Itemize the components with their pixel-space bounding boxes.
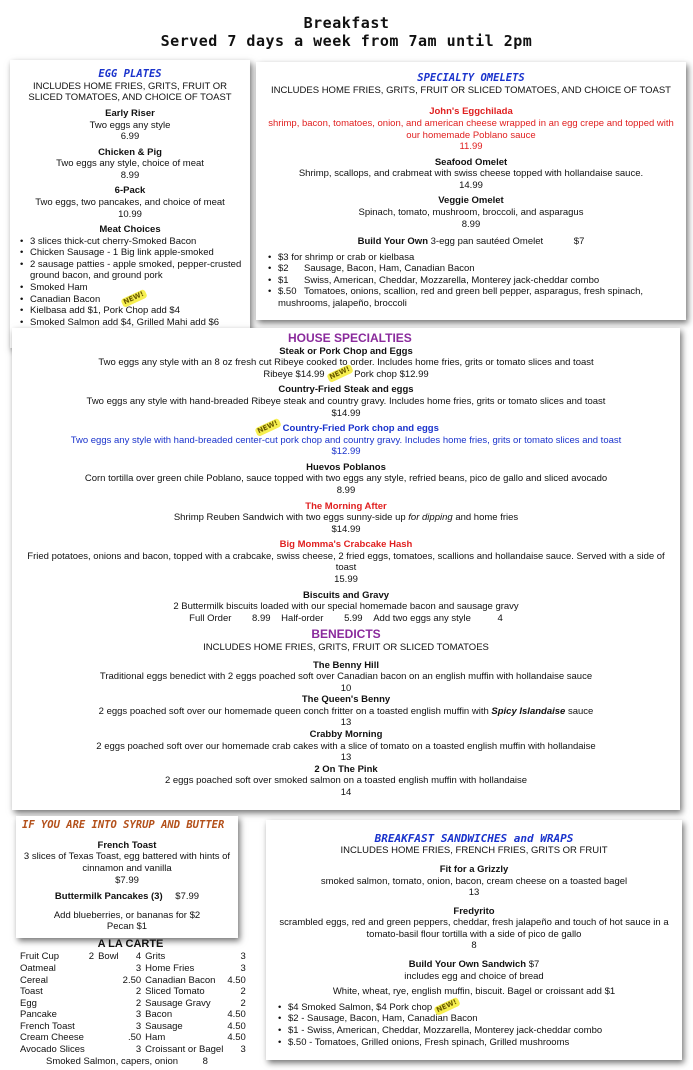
pancakes-addon: Add blueberries, or bananas for $2 [53, 909, 201, 921]
alacarte-item-name: Cereal [20, 974, 48, 986]
menu-item-price: 11.99 [459, 141, 483, 153]
list-item [276, 997, 672, 1014]
menu-item-desc: 2 eggs poached soft over our homemade crab cakes with a slice of tomato on a toasted english muffin with hollandaise [96, 740, 596, 752]
menu-item-price: 15.99 [334, 574, 358, 586]
desc-part: Shrimp Reuben Sandwich with two eggs sunny-side up [173, 512, 406, 524]
menu-item-price: 6.99 [120, 131, 140, 143]
menu-item-price: 8 [471, 940, 477, 952]
egg-plates-panel [10, 60, 250, 348]
menu-item-desc: Traditional eggs benedict with 2 eggs poached soft over Canadian bacon on an english muffin with hollandaise sauce [99, 671, 593, 683]
alacarte-row [18, 1021, 248, 1033]
alacarte-item-name: Avocado Slices [20, 1044, 85, 1056]
addon-price: $3 for shrimp or crab or kielbasa [278, 251, 415, 263]
alacarte-item-name: Grits [145, 951, 166, 963]
menu-item-price: 10 [340, 682, 352, 694]
ribeye-price: Ribeye $14.99 [263, 368, 325, 380]
biscuits-options [24, 613, 668, 625]
pork-chop-price: Pork chop $12.99 [354, 368, 429, 380]
alacarte-item-price: 3 [240, 951, 246, 963]
alacarte-item-price: 3 [240, 1044, 246, 1056]
alacarte-item-qty [87, 1044, 96, 1056]
alacarte-item-qty [87, 1009, 96, 1021]
omelets-panel [256, 62, 686, 320]
alacarte-item-qty-label [96, 975, 121, 987]
alacarte-item-price: 4 [135, 951, 142, 963]
menu-item-name: Crabby Morning [309, 729, 383, 741]
alacarte-item-qty-label [96, 963, 121, 975]
list-item [266, 275, 676, 287]
sandwich-addons-list [276, 997, 672, 1048]
alacarte-item-name: Ham [145, 1032, 166, 1044]
menu-item-price: 10.99 [118, 208, 142, 220]
menu-item-name: Veggie Omelet [438, 195, 504, 207]
alacarte-row [18, 986, 248, 998]
build-omelet-name: Build Your Own [357, 236, 428, 248]
menu-item-name: The Morning After [305, 500, 387, 512]
alacarte-row [18, 1044, 248, 1056]
list-item [266, 252, 676, 264]
alacarte-item-price: 3 [135, 1020, 142, 1032]
alacarte-item-price: 2 [135, 997, 142, 1009]
menu-item-desc: scrambled eggs, red and green peppers, cheddar, fresh jalapeño and touch of hot sauce in a tomato-basil flour tortilla with a side of pico de gallo [279, 917, 669, 940]
build-sandwich-line [276, 959, 672, 971]
alacarte-item-name: Sausage [145, 1020, 183, 1032]
alacarte-item-price: 2 [240, 997, 246, 1009]
alacarte-item-qty [87, 1021, 96, 1033]
list-item: • $.50 - Tomatoes, Grilled onions, Fresh spinach, Grilled mushrooms [276, 1037, 672, 1049]
alacarte-item-qty-label [96, 1032, 121, 1044]
omelets-includes: INCLUDES HOME FRIES, GRITS, FRUIT OR SLICED TOMATOES, AND CHOICE OF TOAST [271, 84, 671, 96]
new-badge: NEW! [120, 289, 147, 308]
list-item: • 3 slices thick-cut cherry-Smoked Bacon [18, 236, 242, 248]
menu-item-price: 8.99 [461, 218, 481, 230]
menu-item-desc: Two eggs, two pancakes, and choice of meat [35, 197, 225, 208]
alacarte-item-qty-label [96, 1021, 121, 1033]
menu-item-name: French Toast [97, 839, 157, 851]
menu-item-name: Steak or Pork Chop and Eggs [279, 345, 413, 357]
alacarte-row [18, 951, 248, 963]
alacarte-row [18, 963, 248, 975]
alacarte-row [18, 998, 248, 1010]
menu-item-name: 2 On The Pink [314, 763, 378, 775]
alacarte-item-price: 3 [135, 1009, 142, 1021]
alacarte-salmon [18, 1056, 243, 1068]
list-item: • 2 sausage patties - apple smoked, pepper-crusted ground bacon, and ground pork [18, 259, 242, 282]
alacarte-item-price: 4.50 [227, 974, 246, 986]
menu-item-name: Biscuits and Gravy [302, 589, 390, 601]
egg-plates-title: EGG PLATES [98, 68, 162, 80]
addon-price: $.50 [278, 286, 297, 298]
menu-item-price: $12.99 [331, 446, 361, 458]
meat-choices-title: Meat Choices [99, 224, 161, 236]
menu-item-name: Country-Fried Steak and eggs [278, 384, 414, 396]
menu-title: Breakfast [303, 14, 390, 32]
house-specialties-panel [12, 328, 680, 810]
list-item [18, 289, 242, 306]
list-item: • Smoked Salmon add $4, Grilled Mahi add $6 [18, 317, 242, 329]
menu-item-name: Buttermilk Pancakes (3) [54, 891, 163, 903]
alacarte-item-name: Fruit Cup [20, 951, 60, 963]
alacarte-item-qty [87, 986, 96, 998]
alacarte-item-qty [87, 998, 96, 1010]
addon-price: $2 [278, 263, 289, 275]
menu-item-price: $7.99 [175, 891, 200, 903]
alacarte-item-price: 2 [240, 986, 246, 998]
alacarte-item-name: Home Fries [145, 962, 195, 974]
alacarte-table [18, 951, 248, 1055]
menu-item-name: John's Eggchilada [429, 106, 513, 118]
build-sandwich-desc: includes egg and choice of bread [404, 970, 544, 982]
menu-item-desc [24, 512, 668, 524]
menu-item-name: Fredyrito [453, 905, 495, 917]
benedicts-title: BENEDICTS [311, 627, 381, 642]
syrup-butter-title: IF YOU ARE INTO SYRUP AND BUTTER [22, 819, 225, 831]
menu-subtitle: Served 7 days a week from 7am until 2pm [160, 32, 533, 51]
menu-item-desc [24, 706, 668, 718]
list-item: • Kielbasa add $1, Pork Chop add $4 [18, 305, 242, 317]
menu-item-desc: Two eggs any style [89, 119, 171, 131]
menu-item-price: 13 [468, 887, 480, 899]
desc-part: sauce [567, 705, 594, 717]
menu-item-name: Big Momma's Crabcake Hash [279, 539, 413, 551]
menu-item-price: 8.99 [120, 169, 140, 181]
alacarte-item-price: 4.50 [227, 1009, 246, 1021]
desc-part-italic: for dipping [408, 512, 453, 524]
menu-item-price: $14.99 [331, 523, 361, 535]
menu-item-price: 14.99 [459, 179, 483, 191]
alacarte-row [18, 975, 248, 987]
alacarte-item-name: Canadian Bacon [145, 974, 216, 986]
alacarte-item-name: Egg [20, 997, 37, 1009]
list-item: • Smoked Ham [18, 282, 242, 294]
alacarte-section [18, 938, 246, 1067]
alacarte-item-name: Bacon [145, 1009, 173, 1021]
egg-plates-includes: INCLUDES HOME FRIES, GRITS, FRUIT OR SLICED TOMATOES, AND CHOICE OF TOAST [28, 80, 232, 104]
addon-desc: Tomatoes, onions, scallion, red and green bell pepper, asparagus, fresh spinach, mushrooms, jalapeño, broccoli [278, 286, 644, 310]
menu-header [0, 14, 693, 51]
meat-choices-list [18, 236, 242, 329]
menu-item-desc: Fried potatoes, onions and bacon, topped with a crabcake, swiss cheese, 2 fried eggs, tomatoes, scallions and hollandaise sauce. Served with a side of toast [27, 550, 665, 574]
menu-item-name: The Benny Hill [313, 659, 379, 671]
list-item: • $1 - Swiss, American, Cheddar, Mozzarella, Monterey jack-cheddar combo [276, 1025, 672, 1037]
alacarte-salmon-name: Smoked Salmon, capers, onion [46, 1055, 179, 1067]
alacarte-item-name: Pancake [20, 1009, 57, 1021]
menu-item-name-text: Country-Fried Pork chop and eggs [282, 423, 439, 435]
alacarte-item-name: Toast [20, 986, 43, 998]
menu-item-desc: Spinach, tomato, mushroom, broccoli, and asparagus [358, 207, 584, 218]
menu-item-price: $7 [528, 959, 540, 971]
build-omelet-line [266, 236, 676, 248]
alacarte-item-price: .50 [127, 1032, 142, 1044]
menu-item-desc: Corn tortilla over green chile Poblano, sauce topped with two eggs any style, refried beans, pico de gallo and sliced avocado [84, 473, 608, 485]
build-omelet-price: $7 [573, 236, 585, 248]
steak-prices [24, 364, 668, 381]
alacarte-item-qty [87, 975, 96, 987]
menu-item-name: Fit for a Grizzly [439, 863, 509, 875]
alacarte-item-name: Sliced Tomato [145, 986, 205, 998]
menu-item-name [24, 418, 668, 436]
menu-item-price: $7.99 [115, 874, 139, 886]
option-price: 4 [497, 612, 503, 624]
addon-desc: Sausage, Bacon, Ham, Canadian Bacon [304, 263, 475, 275]
pancakes-pecan: Pecan $1 [106, 921, 148, 933]
sandwiches-panel [266, 820, 682, 1060]
omelets-title: SPECIALTY OMELETS [417, 72, 525, 84]
menu-item-desc: Shrimp, scallops, and crabmeat with swiss cheese topped with hollandaise sauce. [298, 168, 644, 180]
menu-item-desc: Two eggs any style, choice of meat [56, 158, 204, 170]
alacarte-item-qty-label [96, 1044, 121, 1056]
list-item-text: Canadian Bacon [30, 293, 101, 305]
menu-item-price: $14.99 [331, 407, 361, 419]
menu-item-name: Huevos Poblanos [306, 461, 386, 473]
option-label: Full Order [189, 612, 232, 624]
alacarte-item-qty-label [96, 1009, 121, 1021]
alacarte-item-price: 3 [135, 1044, 142, 1056]
addon-price: $1 [278, 274, 289, 286]
list-item [266, 286, 676, 309]
menu-item-desc: shrimp, bacon, tomatoes, onion, and american cheese wrapped in an egg crepe and topped with our homemade Poblano sauce [268, 117, 674, 141]
alacarte-item-price: 3 [240, 962, 246, 974]
menu-item-desc: 2 Buttermilk biscuits loaded with our special homemade bacon and sausage gravy [173, 601, 519, 613]
menu-item-name: The Queen's Benny [301, 694, 391, 706]
omelet-addons-list [266, 252, 676, 310]
alacarte-item-qty-label [96, 998, 121, 1010]
alacarte-item-price: 3 [135, 962, 142, 974]
alacarte-item-price: 4.50 [227, 1020, 246, 1032]
new-badge: NEW! [434, 997, 461, 1016]
pancakes-line [22, 891, 232, 903]
alacarte-item-name: French Toast [20, 1020, 75, 1032]
menu-item-name: Build Your Own Sandwich [408, 959, 527, 971]
option-label: Add two eggs any style [373, 612, 471, 624]
alacarte-title: A LA CARTE [97, 938, 164, 950]
desc-part-italic: Spicy Islandaise [491, 705, 566, 717]
option-price: 5.99 [344, 612, 363, 624]
alacarte-item-qty-label [96, 986, 121, 998]
build-omelet-desc: 3-egg pan sautéed Omelet [430, 236, 544, 248]
menu-item-desc: 2 eggs poached soft over smoked salmon on a toasted english muffin with hollandaise [164, 775, 528, 787]
new-badge: NEW! [254, 418, 281, 437]
option-price: 8.99 [252, 612, 271, 624]
bread-choices: White, wheat, rye, english muffin, biscuit. Bagel or croissant add $1 [332, 986, 616, 998]
house-specialties-title: HOUSE SPECIALTIES [288, 331, 412, 345]
alacarte-item-price: 2 [135, 986, 142, 998]
benedicts-includes: INCLUDES HOME FRIES, GRITS, FRUIT OR SLICED TOMATOES [203, 641, 489, 653]
sandwiches-title: BREAKFAST SANDWICHES and WRAPS [374, 832, 574, 845]
alacarte-row [18, 1032, 248, 1044]
alacarte-item-name: Cream Cheese [20, 1032, 84, 1044]
menu-item-price: 8.99 [336, 484, 356, 496]
alacarte-item-name: Sausage Gravy [145, 997, 211, 1009]
alacarte-item-qty [87, 1032, 96, 1044]
desc-part: and home fries [455, 512, 519, 524]
menu-item-desc: Two eggs any style with hand-breaded Ribeye steak and country gravy. Includes home fries, grits or tomato slices and toast [86, 395, 606, 407]
menu-item-name: Seafood Omelet [434, 156, 508, 168]
sandwiches-includes: INCLUDES HOME FRIES, FRENCH FRIES, GRITS OR FRUIT [340, 845, 608, 857]
list-item-text: $4 Smoked Salmon, $4 Pork chop [288, 1001, 433, 1013]
option-label: Half-order [281, 612, 324, 624]
menu-item-name: 6-Pack [114, 185, 146, 197]
alacarte-item-price: 2.50 [122, 974, 142, 986]
alacarte-salmon-price: 8 [202, 1055, 208, 1067]
menu-item-name: Chicken & Pig [98, 146, 162, 158]
menu-item-desc: Two eggs any style with hand-breaded center-cut pork chop and country gravy. Includes home fries, grits or tomato slices and toast [70, 434, 622, 446]
desc-part: 2 eggs poached soft over our homemade queen conch fritter on a toasted english muffin with [98, 705, 489, 717]
menu-item-desc: 3 slices of Texas Toast, egg battered with hints of cinnamon and vanilla [23, 851, 231, 874]
alacarte-item-qty-label: Bowl [98, 951, 119, 963]
alacarte-item-qty: 2 [88, 951, 95, 963]
menu-item-desc: Two eggs any style with an 8 oz fresh cut Ribeye cooked to order. Includes home fries, grits or tomato slices and toast [98, 357, 594, 369]
alacarte-item-price: 4.50 [227, 1032, 246, 1044]
list-item: • $2 - Sausage, Bacon, Ham, Canadian Bacon [276, 1013, 672, 1025]
menu-item-price: 13 [340, 717, 352, 729]
alacarte-item-name: Oatmeal [20, 962, 56, 974]
menu-item-name: Early Riser [105, 107, 155, 119]
menu-item-price: 13 [340, 752, 352, 764]
alacarte-item-qty [87, 963, 96, 975]
list-item: • Chicken Sausage - 1 Big link apple-smoked [18, 247, 242, 259]
new-badge: NEW! [326, 364, 353, 383]
syrup-butter-panel [16, 816, 238, 938]
alacarte-item-name: Croissant or Bagel [145, 1044, 224, 1056]
alacarte-row [18, 1009, 248, 1021]
menu-item-price: 14 [340, 786, 352, 798]
list-item [266, 263, 676, 275]
menu-item-desc: smoked salmon, tomato, onion, bacon, cream cheese on a toasted bagel [320, 875, 628, 887]
addon-desc: Swiss, American, Cheddar, Mozzarella, Monterey jack-cheddar combo [304, 274, 600, 286]
